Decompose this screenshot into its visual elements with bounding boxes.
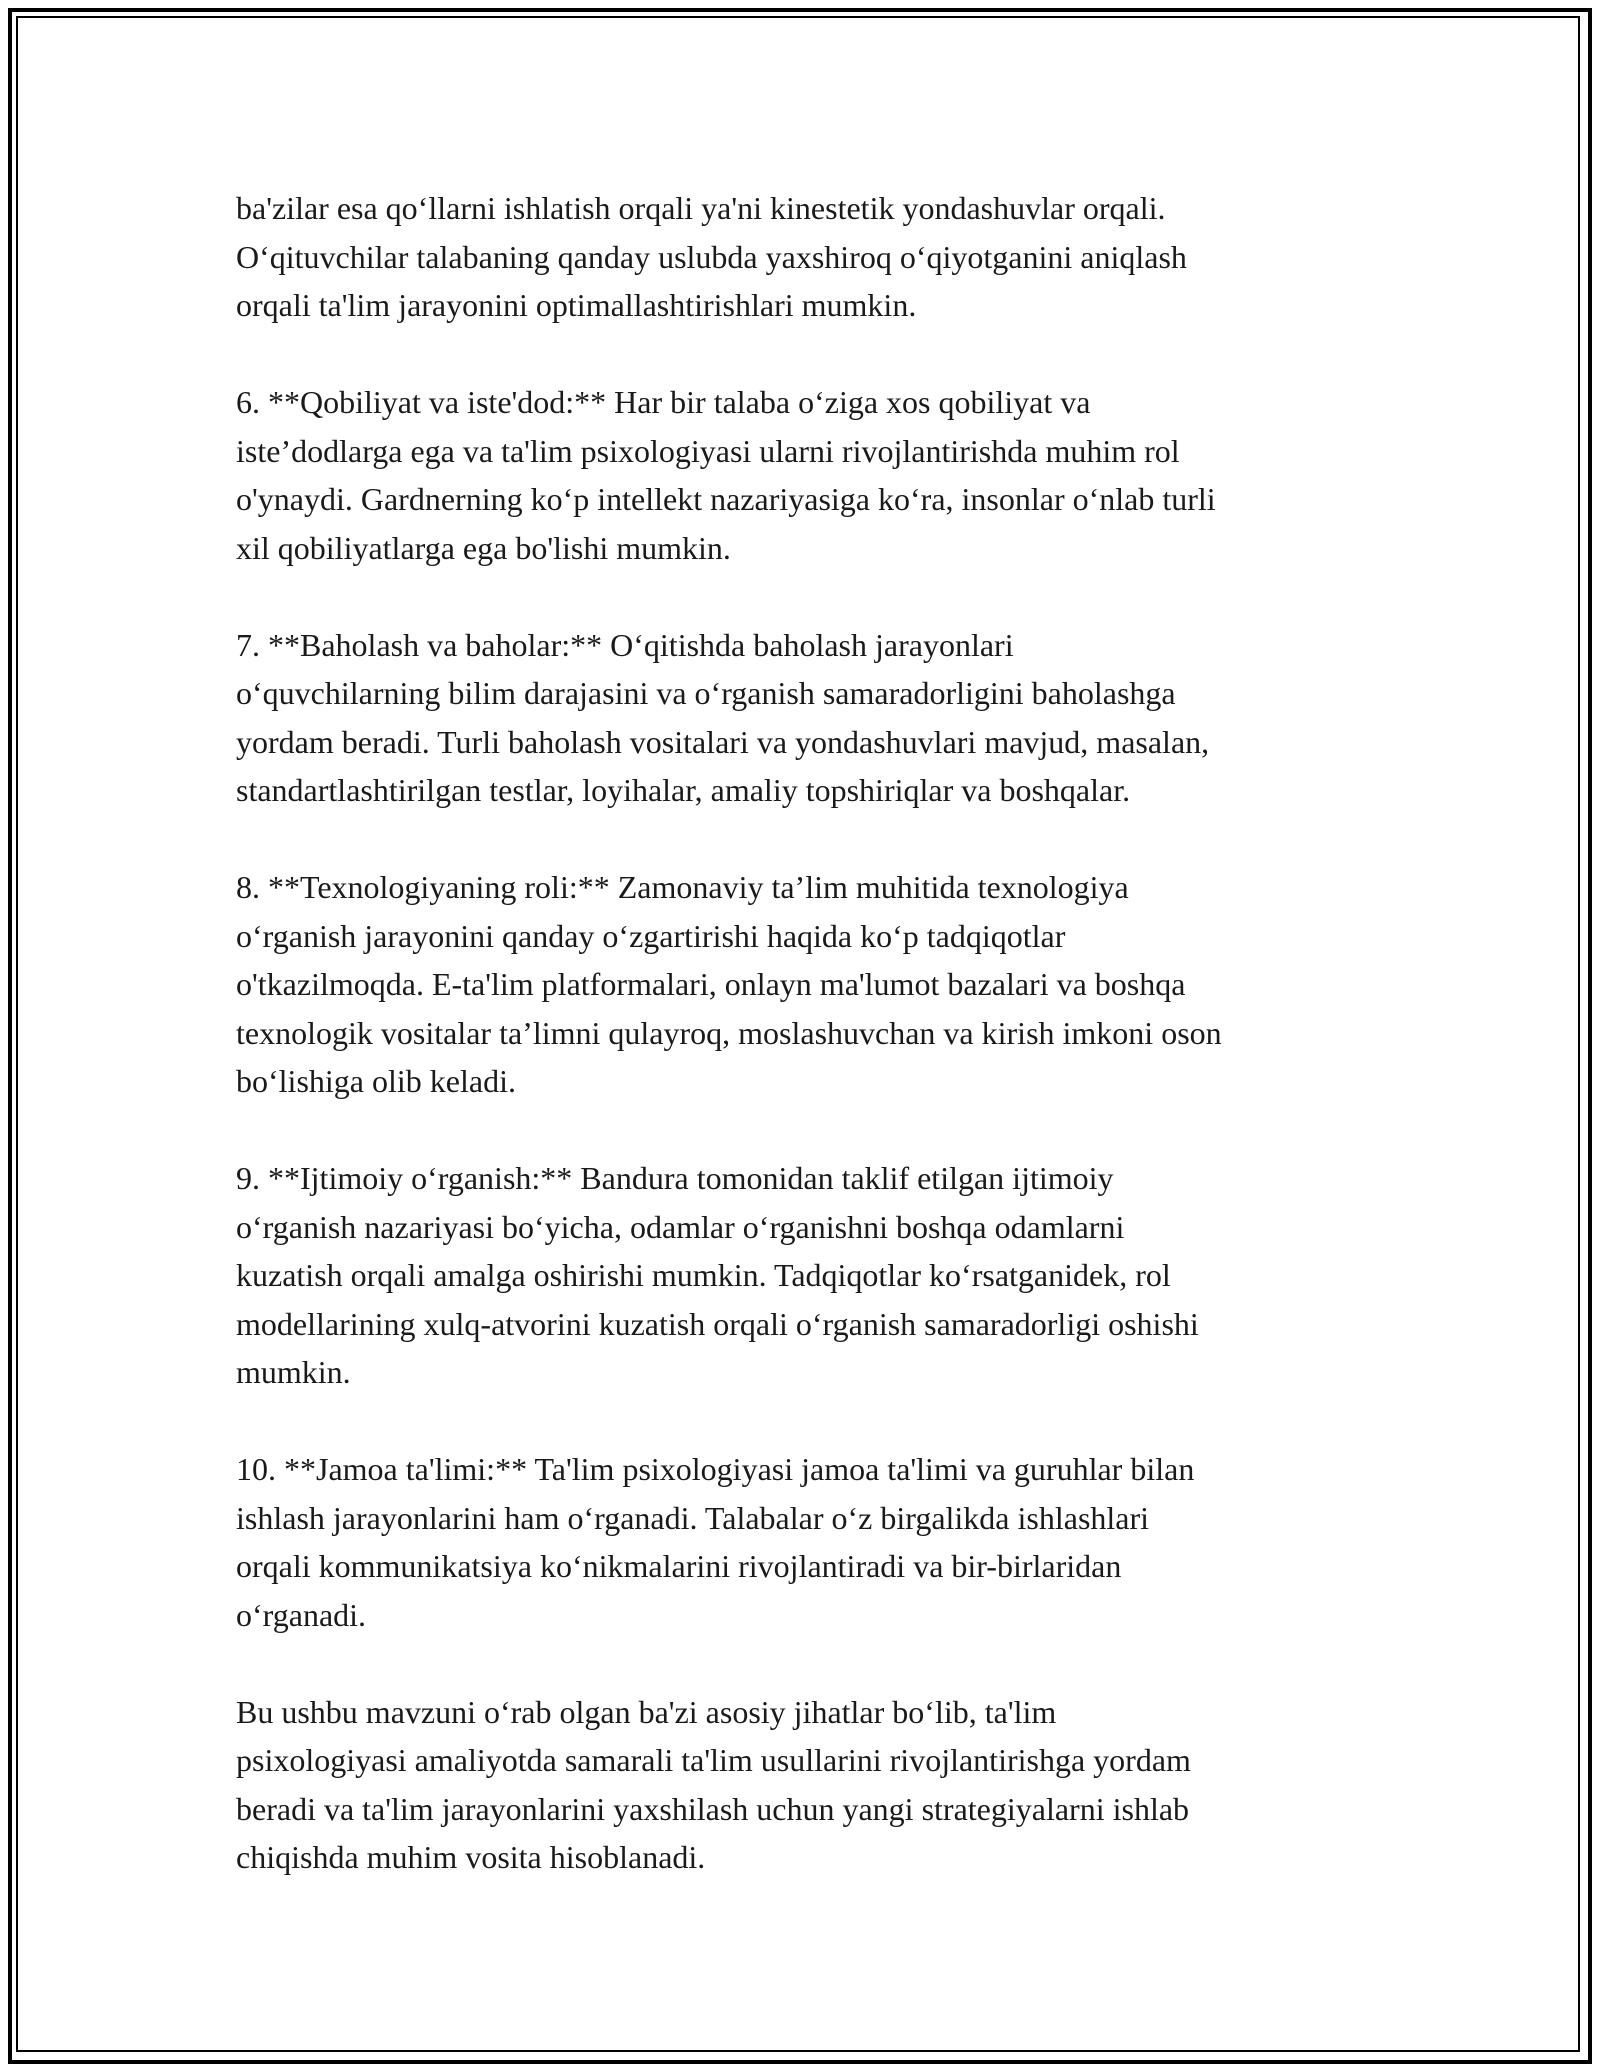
text-line: Bu ushbu mavzuni o‘rab olgan ba'zi asosiy jihatlar bo‘lib, ta'lim (236, 1693, 1057, 1730)
text-line: o‘rganish nazariyasi bo‘yicha, odamlar o‘rganishni boshqa odamlarni (236, 1208, 1125, 1245)
text-line: o‘quvchilarning bilim darajasini va o‘rganish samaradorligini baholashga (236, 675, 1176, 711)
text-line: 8. **Texnologiyaning roli:** Zamonaviy ta’lim muhitida texnologiya (236, 869, 1129, 905)
text-line: texnologik vositalar ta’limni qulayroq, moslashuvchan va kirish imkoni oson (236, 1014, 1222, 1051)
text-line: yordam beradi. Turli baholash vositalari va yondashuvlari mavjud, masalan, (236, 723, 1210, 760)
paragraph-item-10 (236, 1445, 1376, 1639)
text-line: bo‘lishiga olib keladi. (236, 1063, 516, 1099)
text-line: O‘qituvchilar talabaning qanday uslubda yaxshiroq o‘qiyotganini aniqlash (236, 238, 1187, 275)
text-line: mumkin. (236, 1354, 351, 1390)
text-line: ba'zilar esa qo‘llarni ishlatish orqali ya'ni kinestetik yondashuvlar orqali. (236, 190, 1166, 226)
text-line: 7. **Baholash va baholar:** O‘qitishda baholash jarayonlari (236, 626, 1014, 663)
text-line: psixologiyasi amaliyotda samarali ta'lim usullarini rivojlantirishga yordam (236, 1742, 1191, 1778)
text-line: standartlashtirilgan testlar, loyihalar, amaliy topshiriqlar va boshqalar. (236, 772, 1131, 808)
paragraph-item-9 (236, 1154, 1376, 1397)
text-line: kuzatish orqali amalga oshirishi mumkin. Tadqiqotlar ko‘rsatganidek, rol (236, 1257, 1171, 1293)
paragraph-item-6 (236, 378, 1376, 572)
text-line: o'ynaydi. Gardnerning ko‘p intellekt nazariyasiga ko‘ra, insonlar o‘nlab turli (236, 481, 1216, 517)
document-body (236, 184, 1376, 1930)
paragraph-conclusion (236, 1688, 1376, 1882)
text-line: 10. **Jamoa ta'limi:** Ta'lim psixologiyasi jamoa ta'limi va guruhlar bilan (236, 1451, 1195, 1487)
text-line: modellarining xulq-atvorini kuzatish orqali o‘rganish samaradorligi oshishi (236, 1305, 1199, 1342)
text-line: orqali kommunikatsiya ko‘nikmalarini rivojlantiradi va bir-birlaridan (236, 1548, 1122, 1584)
text-line: chiqishda muhim vosita hisoblanadi. (236, 1839, 706, 1875)
text-line: orqali ta'lim jarayonini optimallashtirishlari mumkin. (236, 287, 917, 323)
paragraph-item-7 (236, 621, 1376, 815)
text-line: o‘rganadi. (236, 1596, 367, 1633)
text-line: iste’dodlarga ega va ta'lim psixologiyasi ularni rivojlantirishda muhim rol (236, 432, 1180, 469)
text-line: 6. **Qobiliyat va iste'dod:** Har bir talaba o‘ziga xos qobiliyat va (236, 384, 1091, 420)
paragraph-item-8 (236, 863, 1376, 1106)
text-line: 9. **Ijtimoiy o‘rganish:** Bandura tomonidan taklif etilgan ijtimoiy (236, 1160, 1114, 1196)
paragraph-intro-continuation (236, 184, 1376, 330)
text-line: o‘rganish jarayonini qanday o‘zgartirishi haqida ko‘p tadqiqotlar (236, 917, 1066, 954)
text-line: ishlash jarayonlarini ham o‘rganadi. Talabalar o‘z birgalikda ishlashlari (236, 1499, 1150, 1536)
text-line: o'tkazilmoqda. E-ta'lim platformalari, onlayn ma'lumot bazalari va boshqa (236, 966, 1186, 1002)
text-line: beradi va ta'lim jarayonlarini yaxshilash uchun yangi strategiyalarni ishlab (236, 1790, 1190, 1827)
text-line: xil qobiliyatlarga ega bo'lishi mumkin. (236, 529, 731, 566)
